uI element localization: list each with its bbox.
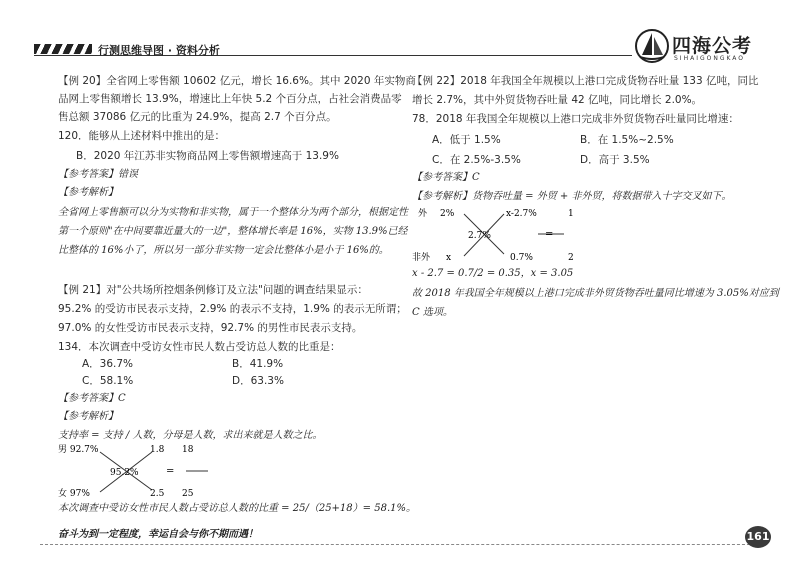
ex21-diagram-female: 女 97% — [58, 489, 90, 499]
logo-text: 四海公考 — [672, 35, 753, 57]
ex21-cross-diagram — [58, 442, 318, 502]
footer-motto: 奋斗为到一定程度，幸运自会与你不期而遇！ — [58, 529, 258, 540]
ex21-line-3: 97.0% 的女性受访市民表示支持，92.7% 的男性市民表示支持。 — [58, 322, 363, 334]
ex21-option-c: C．58.1% — [82, 375, 134, 387]
ex20-option-b: B．2020 年江苏非实物商品网上零售额增速高于 13.9% — [76, 150, 339, 162]
ex21-analysis-label: 【参考解析】 — [58, 411, 118, 422]
ex20-question: 120．能够从上述材料中推出的是： — [58, 130, 226, 142]
ex21-line-1: 【例 21】对"公共场所控烟条例修订及立法"问题的调查结果显示： — [58, 284, 368, 296]
ex22-analysis-label: 【参考解析】 — [412, 191, 472, 202]
ex21-line-2: 95.2% 的受访市民表示支持，2.9% 的表示不支持，1.9% 的表示无所谓； — [58, 303, 407, 315]
ex21-diagram-male: 男 92.7% — [58, 445, 99, 455]
ex21-answer — [58, 392, 126, 406]
ex20-line-1: 【例 20】全省网上零售额 10602 亿元，增长 16.6%。其中 2020 年实物商 — [58, 75, 416, 87]
header-title: 行测思维导图 · 资料分析 — [98, 44, 220, 57]
ex20-analysis-label: 【参考解析】 — [58, 187, 118, 198]
ex22-diagram-center: 2.7% — [468, 231, 491, 241]
ex21-option-b: B．41.9% — [232, 358, 284, 370]
ex21-diagram-center: 95.2% — [110, 468, 139, 478]
sailboat-logo-icon — [634, 28, 670, 64]
ex22-answer-value: C — [472, 172, 480, 183]
ex22-cross-diagram — [412, 206, 612, 268]
ex22-diagram-non-foreign-val: x — [446, 253, 452, 263]
ex21-diagram-equals: = — [166, 466, 175, 477]
ex22-conclusion-1: 故 2018 年我国全年规模以上港口完成非外贸货物吞吐量同比增速为 3.05%对应到 — [412, 288, 779, 299]
ex22-diagram-foreign-val: 2% — [440, 209, 455, 219]
ex21-diagram-top-right: 18 — [182, 445, 194, 455]
ex22-analysis — [412, 190, 731, 204]
ex21-analysis-intro: 支持率 = 支持 / 人数，分母是人数，求出来就是人数之比。 — [58, 430, 323, 441]
ex21-answer-value: C — [118, 393, 126, 404]
ex21-diagram-top-mid: 1.8 — [150, 445, 165, 455]
header-stripes — [34, 44, 92, 54]
ex22-diagram-top-right: 1 — [568, 209, 574, 219]
page-number: 161 — [745, 526, 771, 548]
logo-subtext: SIHAIGONGKAO — [674, 55, 746, 62]
ex20-analysis-3: 比整体的 16%小了，所以另一部分非实物一定会比整体小是小于 16%的。 — [58, 245, 389, 256]
ex22-diagram-top-mid: x-2.7% — [506, 209, 537, 219]
ex22-diagram-equals: = — [545, 229, 554, 240]
ex20-answer-value: 错误 — [118, 169, 138, 180]
ex22-option-d: D．高于 3.5% — [580, 154, 650, 166]
ex21-option-d: D．63.3% — [232, 375, 284, 387]
ex22-answer — [412, 171, 480, 185]
ex22-line-2: 增长 2.7%，其中外贸货物吞吐量 42 亿吨，同比增长 2.0%。 — [412, 94, 703, 106]
ex22-question: 78．2018 年我国全年规模以上港口完成非外贸货物吞吐量同比增速： — [412, 113, 739, 125]
ex22-diagram-bottom-right: 2 — [568, 253, 574, 263]
footer-rule — [40, 544, 760, 545]
ex20-analysis-2: 第一个原则"在中间要靠近量大的一边"，整体增长率是 16%，实物 13.9%已经 — [58, 226, 408, 237]
ex22-option-c: C．在 2.5%-3.5% — [432, 154, 521, 166]
ex22-option-a: A．低于 1.5% — [432, 134, 501, 146]
ex20-answer-label: 【参考答案】 — [58, 169, 118, 180]
ex20-analysis-1: 全省网上零售额可以分为实物和非实物，属于一个整体分为两个部分，根据定性 — [58, 207, 408, 218]
ex22-diagram-non-foreign: 非外 — [412, 253, 431, 263]
ex21-diagram-bottom-right: 25 — [182, 489, 194, 499]
ex21-question: 134．本次调查中受访女性市民人数占受访总人数的比重是： — [58, 341, 341, 353]
ex22-diagram-foreign: 外 — [418, 209, 428, 219]
ex20-answer — [58, 168, 138, 182]
ex20-line-2: 品网上零售额增长 13.9%，增速比上年快 5.2 个百分点，占社会消费品零 — [58, 93, 402, 105]
ex22-answer-label: 【参考答案】 — [412, 172, 472, 183]
ex22-conclusion-2: C 选项。 — [412, 307, 453, 318]
ex20-line-3: 售总额 37086 亿元的比重为 24.9%，提高 2.7 个百分点。 — [58, 111, 337, 123]
ex22-line-1: 【例 22】2018 年我国全年规模以上港口完成货物吞吐量 133 亿吨，同比 — [412, 75, 759, 87]
logo — [634, 28, 774, 66]
ex21-conclusion: 本次调查中受访女性市民人数占受访总人数的比重 = 25/（25+18）= 58.1%。 — [58, 503, 416, 514]
ex21-diagram-bottom-mid: 2.5 — [150, 489, 165, 499]
ex22-diagram-bottom-mid: 0.7% — [510, 253, 533, 263]
ex22-option-b: B．在 1.5%~2.5% — [580, 134, 674, 146]
ex21-option-a: A．36.7% — [82, 358, 134, 370]
ex21-answer-label: 【参考答案】 — [58, 393, 118, 404]
ex22-equation: x - 2.7 = 0.7/2 = 0.35，x = 3.05 — [412, 268, 574, 279]
ex22-analysis-intro: 货物吞吐量 = 外贸 + 非外贸，将数据带入十字交叉如下。 — [472, 191, 732, 202]
